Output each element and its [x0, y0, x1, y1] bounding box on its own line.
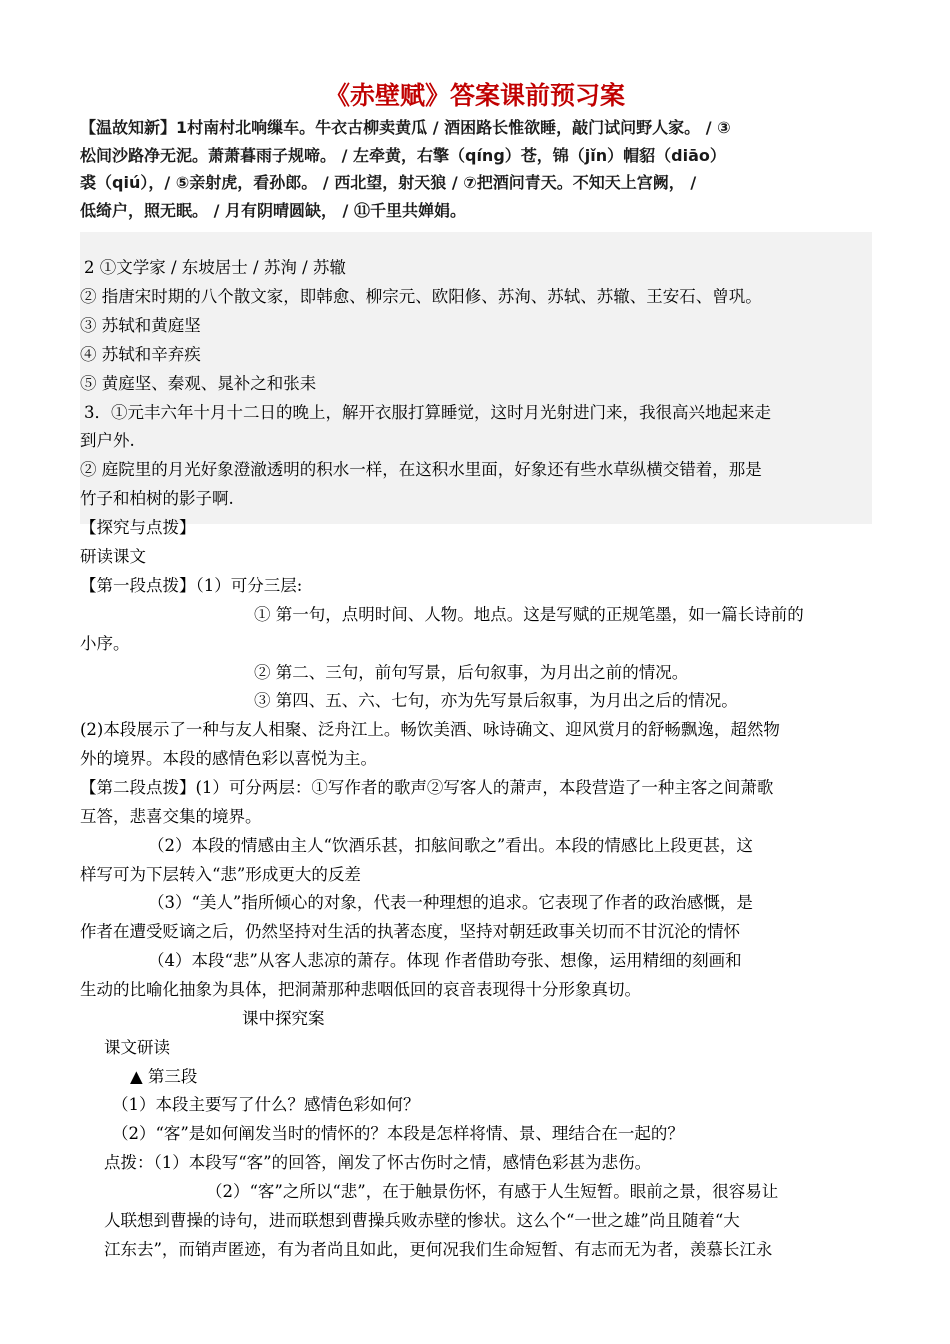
answer-line: ③ 苏轼和黄庭坚	[80, 316, 201, 335]
page-title: 《赤壁赋》答案课前预习案	[324, 81, 625, 110]
paragraph-line: 【第一段点拨】（1）可分三层:	[80, 576, 303, 595]
review-line: 【温故知新】1村南村北响缫车。牛衣古柳卖黄瓜 / 酒困路长惟欲睡，敲门试问野人家。 / ③	[80, 118, 731, 137]
answer-line: 2 ①文学家 / 东坡居士 / 苏洵 / 苏辙	[84, 258, 346, 277]
question-line: （2）“客”是如何阐发当时的情怀的？本段是怎样将情、景、理结合在一起的？	[112, 1124, 684, 1143]
paragraph-line: 互答，悲喜交集的境界。	[80, 807, 262, 826]
review-line: 松间沙路净无泥。萧萧暮雨子规啼。 / 左牵黄，右擎（qíng）苍，锦（jǐn）帽貂（diāo）	[80, 145, 726, 165]
answer-line: ⑤ 黄庭坚、秦观、晁补之和张耒	[80, 374, 317, 393]
paragraph-line: (2)本段展示了一种与友人相聚、泛舟江上。畅饮美酒、咏诗确文、迎风赏月的舒畅飘逸，超然物	[80, 720, 780, 739]
paragraph-line: 江东去”，而销声匿迹，有为者尚且如此，更何况我们生命短暂、有志而无为者，羡慕长江永	[104, 1240, 773, 1259]
answer-line: 竹子和柏树的影子啊.	[80, 489, 234, 508]
paragraph-line: 样写可为下层转入“悲”形成更大的反差	[80, 865, 361, 884]
answer-line: 3．①元丰六年十月十二日的晚上，解开衣服打算睡觉，这时月光射进门来，我很高兴地起来走	[84, 403, 771, 422]
paragraph-line: 【第二段点拨】(1）可分两层：①写作者的歌声②写客人的萧声，本段营造了一种主客之间萧歌	[80, 778, 774, 797]
subheading: ▲ 第三段	[130, 1067, 198, 1086]
paragraph-line: 外的境界。本段的感情色彩以喜悦为主。	[80, 749, 377, 768]
answer-line: ④ 苏轼和辛弃疾	[80, 345, 201, 364]
review-line: 低绮户，照无眠。 / 月有阴晴圆缺， / ⑪千里共婵娟。	[80, 200, 466, 220]
paragraph-line: 人联想到曹操的诗句，进而联想到曹操兵败赤壁的惨状。这么个“一世之雄”尚且随着“大	[104, 1211, 740, 1230]
section-heading: 【探究与点拨】	[80, 518, 196, 537]
paragraph-line: 小序。	[80, 634, 130, 653]
answer-line: 到户外.	[80, 431, 135, 450]
paragraph-line: 点拨：（1）本段写“客”的回答，阐发了怀古伤时之情，感情色彩甚为悲伤。	[104, 1153, 652, 1172]
subheading: 课文研读	[104, 1038, 170, 1057]
review-line: 裘（qiú），/ ⑤亲射虎，看孙郎。 / 西北望，射天狼 / ⑦把酒问青天。不知天上宫阙， /	[80, 173, 697, 192]
paragraph-line: ① 第一句，点明时间、人物。地点。这是写赋的正规笔墨，如一篇长诗前的	[254, 605, 804, 624]
paragraph-line: （4）本段“悲”从客人悲凉的萧存。体现 作者借助夸张、想像，运用精细的刻画和	[148, 951, 742, 970]
paragraph-line: 作者在遭受贬谪之后，仍然坚持对生活的执著态度，坚持对朝廷政事关切而不甘沉沦的情怀	[80, 922, 740, 941]
paragraph-line: ③ 第四、五、六、七句，亦为先写景后叙事，为月出之后的情况。	[254, 691, 738, 710]
subheading: 研读课文	[80, 547, 146, 566]
section-heading: 课中探究案	[242, 1009, 325, 1028]
paragraph-line: 生动的比喻化抽象为具体，把洞萧那种悲咽低回的哀音表现得十分形象真切。	[80, 980, 641, 999]
paragraph-line: （3）“美人”指所倾心的对象，代表一种理想的追求。它表现了作者的政治感慨，是	[148, 893, 753, 912]
answer-line: ② 庭院里的月光好象澄澈透明的积水一样，在这积水里面，好象还有些水草纵横交错着，那是	[80, 460, 762, 479]
paragraph-line: ② 第二、三句，前句写景，后句叙事，为月出之前的情况。	[254, 663, 689, 682]
review-section	[80, 114, 880, 224]
paragraph-line: （2）“客”之所以“悲”，在于触景伤怀，有感于人生短暂。眼前之景，很容易让	[206, 1182, 779, 1201]
paragraph-line: （2）本段的情感由主人“饮酒乐甚，扣舷间歌之”看出。本段的情感比上段更甚，这	[148, 836, 753, 855]
answer-line: ② 指唐宋时期的八个散文家，即韩愈、柳宗元、欧阳修、苏洵、苏轼、苏辙、王安石、曾巩。	[80, 287, 762, 306]
question-line: （1）本段主要写了什么？感情色彩如何？	[112, 1095, 420, 1114]
